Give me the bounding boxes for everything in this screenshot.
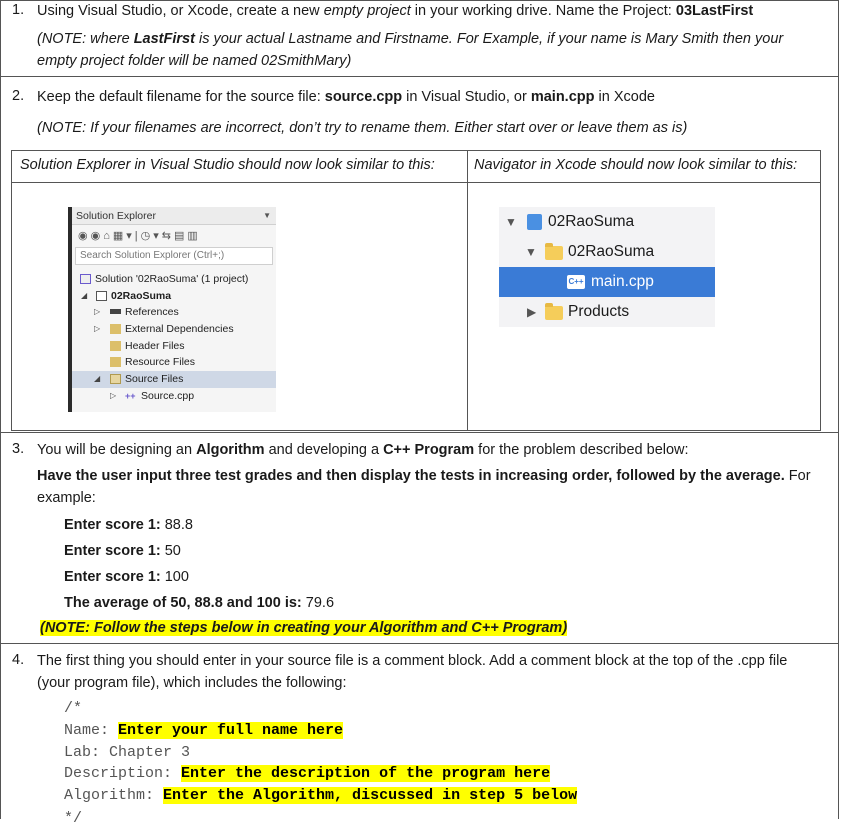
step-number: 1. xyxy=(12,2,25,18)
navigator-item-products xyxy=(499,297,715,327)
solution-explorer-search: Search Solution Explorer (Ctrl+;) xyxy=(75,247,273,265)
tree-item-project xyxy=(72,288,276,305)
collapse-all-icon: ▤ xyxy=(174,230,188,242)
solution-explorer-screenshot xyxy=(68,207,276,412)
problem-statement: Have the user input three test grades and then display the tests in increasing order, followed by the average. xyxy=(37,468,785,484)
forward-icon: ◉ xyxy=(90,230,104,242)
ide-comparison-table xyxy=(11,150,821,431)
step1-text-italic: empty project xyxy=(323,3,411,19)
cpp-file-icon: C++ xyxy=(567,275,585,289)
collapsed-arrow-icon: ▷ xyxy=(94,324,101,334)
folder-icon xyxy=(110,357,121,367)
navigator-label: Products xyxy=(568,303,630,320)
tree-label: Source.cpp xyxy=(141,389,195,402)
row-divider xyxy=(0,76,839,77)
tree-item-references xyxy=(72,304,276,321)
example-prompt: Enter score 1: xyxy=(64,569,161,585)
pending-changes-icon: |◷▾ xyxy=(134,230,162,242)
example-value: 88.8 xyxy=(160,517,193,533)
properties-icon: ▥ xyxy=(187,230,201,242)
vs-column-header: Solution Explorer in Visual Studio should now look similar to this: xyxy=(20,157,435,173)
tree-label: Source Files xyxy=(125,373,184,386)
comment-block-line xyxy=(64,720,343,742)
code-text: */ xyxy=(64,810,83,827)
tree-label: 02RaoSuma xyxy=(111,289,172,302)
code-label: Algorithm: xyxy=(64,787,164,804)
step-number: 2. xyxy=(12,88,25,104)
project-name: 03LastFirst xyxy=(675,3,754,19)
step3-intro xyxy=(37,439,829,461)
tree-label: References xyxy=(125,306,179,319)
navigator-item-group xyxy=(499,237,715,267)
row-divider xyxy=(0,432,839,433)
tree-label: External Dependencies xyxy=(125,323,234,336)
tree-label: Solution '02RaoSuma' (1 project) xyxy=(95,273,249,285)
xcode-column-header: Navigator in Xcode should now look similar to this: xyxy=(474,157,798,173)
code-placeholder: Enter the Algorithm, discussed in step 5 below xyxy=(163,787,578,804)
example-prompt: Enter score 1: xyxy=(64,543,161,559)
xcode-filename: main.cpp xyxy=(530,89,595,105)
step4-line1: The first thing you should enter in your source file is a comment block. Add a comment block at the top of the .cpp file xyxy=(37,653,788,669)
solution-explorer-title-bar xyxy=(72,207,276,225)
highlighted-note: (NOTE: Follow the steps below in creating your Algorithm and C++ Program) xyxy=(40,620,568,636)
xcode-navigator-screenshot xyxy=(499,207,715,328)
step2-note: (NOTE: If your filenames are incorrect, don’t try to rename them. Either start over or leave them as is) xyxy=(37,120,688,136)
disclosure-open-icon: ▼ xyxy=(505,215,517,229)
navigator-label: 02RaoSuma xyxy=(548,213,635,230)
collapsed-arrow-icon: ▷ xyxy=(94,307,101,317)
problem-line2: example: xyxy=(37,490,96,506)
comment-block-line xyxy=(64,698,82,720)
step2-text xyxy=(37,86,829,108)
step2-text-b: in Visual Studio, or xyxy=(402,89,531,105)
step1-note xyxy=(37,28,829,72)
references-icon xyxy=(110,309,121,314)
folder-icon xyxy=(110,324,121,334)
folder-icon xyxy=(110,341,121,351)
navigator-label: main.cpp xyxy=(591,273,654,290)
step1-text-a: Using Visual Studio, or Xcode, create a new xyxy=(37,3,324,19)
header-divider xyxy=(12,182,820,183)
disclosure-open-icon: ▼ xyxy=(525,245,537,259)
step3-problem xyxy=(37,465,829,509)
navigator-item-main-cpp xyxy=(499,267,715,297)
step2-text-a: Keep the default filename for the source file: xyxy=(37,89,325,105)
collapsed-arrow-icon: ▷ xyxy=(110,390,117,400)
step1-text-b: in your working drive. Name the Project: xyxy=(410,3,676,19)
folder-icon xyxy=(545,306,563,320)
step1-text xyxy=(37,0,829,22)
example-prompt: Enter score 1: xyxy=(64,517,161,533)
example-prompt: The average of 50, 88.8 and 100 is: xyxy=(64,595,302,611)
note-open: (NOTE: where xyxy=(37,31,134,47)
column-divider xyxy=(467,151,468,430)
comment-block-line xyxy=(64,785,577,807)
code-text: Lab: Chapter 3 xyxy=(64,744,191,761)
intro-algorithm: Algorithm xyxy=(196,442,265,458)
note-rest: is your actual Lastname and Firstname. For Example, if your name is Mary Smith then your xyxy=(194,31,784,47)
sync-icon: ⇆ xyxy=(161,230,174,242)
navigator-item-project xyxy=(499,207,715,237)
switch-views-icon: ▦▾ xyxy=(112,230,135,242)
tree-item-solution xyxy=(72,271,276,288)
xcode-project-icon xyxy=(527,214,542,230)
tree-label: Resource Files xyxy=(125,356,196,369)
navigator-label: 02RaoSuma xyxy=(568,243,655,260)
disclosure-closed-icon: ▶ xyxy=(527,305,537,319)
comment-block-line xyxy=(64,742,190,764)
row-divider xyxy=(0,643,839,644)
example-value: 100 xyxy=(160,569,189,585)
example-value: 50 xyxy=(160,543,181,559)
project-icon xyxy=(96,291,107,301)
vs-filename: source.cpp xyxy=(324,89,403,105)
intro-c: and developing a xyxy=(264,442,384,458)
intro-e: for the problem described below: xyxy=(474,442,689,458)
step3-note xyxy=(40,618,567,638)
note-line2: empty project folder will be named 02SmithMary) xyxy=(37,53,352,69)
tree-item-header-files xyxy=(72,338,276,355)
solution-icon xyxy=(80,274,91,284)
code-text: /* xyxy=(64,700,83,717)
solution-explorer-toolbar xyxy=(72,225,276,247)
solution-tree xyxy=(72,271,276,405)
expanded-arrow-icon: ◢ xyxy=(81,290,88,300)
code-placeholder: Enter the description of the program here xyxy=(181,765,551,782)
code-label: Name: xyxy=(64,722,119,739)
tree-item-external-dependencies xyxy=(72,321,276,338)
example-value: 79.6 xyxy=(301,595,335,611)
code-placeholder: Enter your full name here xyxy=(118,722,344,739)
example-line xyxy=(64,538,181,564)
example-line xyxy=(64,512,193,538)
code-label: Description: xyxy=(64,765,182,782)
tree-item-source-files xyxy=(72,371,276,388)
note-bold: LastFirst xyxy=(133,31,195,47)
home-icon: ⌂ xyxy=(103,230,113,242)
example-line xyxy=(64,564,189,590)
folder-icon xyxy=(545,246,563,260)
intro-a: You will be designing an xyxy=(37,442,197,458)
step4-line2: (your program file), which includes the following: xyxy=(37,675,347,691)
step4-text xyxy=(37,650,829,694)
expanded-arrow-icon: ◢ xyxy=(94,374,101,384)
step2-text-c: in Xcode xyxy=(594,89,655,105)
cpp-file-icon: ++ xyxy=(125,390,136,401)
tree-item-source-cpp xyxy=(72,388,276,405)
dropdown-arrow-icon: ▼ xyxy=(263,211,271,220)
tree-item-resource-files xyxy=(72,354,276,371)
step-number: 3. xyxy=(12,441,25,457)
comment-block-line xyxy=(64,763,550,785)
back-icon: ◉ xyxy=(78,230,91,242)
example-line xyxy=(64,590,334,616)
problem-rest: For xyxy=(784,468,811,484)
open-folder-icon xyxy=(110,374,121,384)
step-number: 4. xyxy=(12,652,25,668)
intro-cpp: C++ Program xyxy=(383,442,475,458)
solution-explorer-title: Solution Explorer xyxy=(76,210,156,222)
tree-label: Header Files xyxy=(125,339,185,352)
